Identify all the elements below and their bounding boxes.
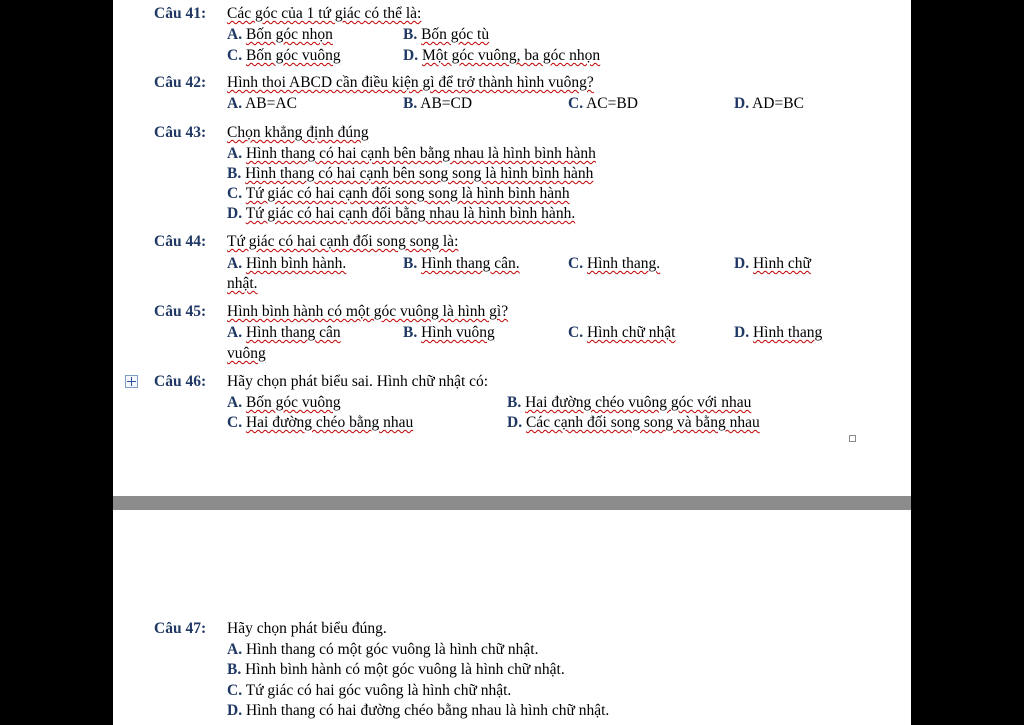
option-c: C. AC=BD bbox=[568, 95, 638, 112]
option-b: B. AB=CD bbox=[403, 95, 473, 112]
question-text: Tứ giác có hai cạnh đối song song là: bbox=[227, 233, 459, 250]
option-a: A. Bốn góc nhọn bbox=[227, 26, 333, 43]
table-end-marker bbox=[849, 435, 856, 442]
option-b: B. Hình thang cân. bbox=[403, 255, 520, 272]
option-c: C. Hình chữ nhật bbox=[568, 324, 676, 341]
option-a: A. Hình thang có hai cạnh bên bằng nhau là hình bình hành bbox=[227, 145, 596, 162]
question-label: Câu 46: bbox=[154, 373, 207, 390]
option-d: D. Các cạnh đối song song và bằng nhau bbox=[507, 414, 760, 431]
option-c: C. Bốn góc vuông bbox=[227, 47, 341, 64]
question-text: Hình bình hành có một góc vuông là hình gì? bbox=[227, 303, 509, 320]
document-page-1 bbox=[113, 0, 911, 496]
option-d: D. Hình thang bbox=[734, 324, 823, 341]
option-b: B. Hình bình hành có một góc vuông là hình chữ nhật. bbox=[227, 661, 565, 678]
question-label: Câu 45: bbox=[154, 303, 207, 320]
option-c: C. Tứ giác có hai góc vuông là hình chữ nhật. bbox=[227, 682, 512, 699]
option-c: C. Hình thang. bbox=[568, 255, 661, 272]
question-text: Hình thoi ABCD cần điều kiện gì để trở thành hình vuông? bbox=[227, 74, 594, 91]
option-c: C. Tứ giác có hai cạnh đối song song là hình bình hành bbox=[227, 185, 570, 202]
question-text: Các góc của 1 tứ giác có thể là: bbox=[227, 5, 422, 22]
option-d: D. Hình chữ bbox=[734, 255, 811, 272]
option-a: A. AB=AC bbox=[227, 95, 297, 112]
option-d-wrap: vuông bbox=[227, 345, 266, 362]
question-label: Câu 41: bbox=[154, 5, 207, 22]
table-move-handle-icon[interactable] bbox=[125, 375, 138, 388]
option-b: B. Hình vuông bbox=[403, 324, 495, 341]
option-a: A. Hình bình hành. bbox=[227, 255, 347, 272]
option-d: D. Một góc vuông, ba góc nhọn bbox=[403, 47, 601, 64]
option-b: B. Hai đường chéo vuông góc với nhau bbox=[507, 394, 752, 411]
option-d: D. Tứ giác có hai cạnh đối bằng nhau là hình bình hành. bbox=[227, 205, 576, 222]
question-text: Chọn khẳng định đúng bbox=[227, 124, 369, 141]
question-label: Câu 44: bbox=[154, 233, 207, 250]
document-page-2 bbox=[113, 510, 911, 725]
option-b: B. Bốn góc tù bbox=[403, 26, 490, 43]
option-a: A. Hình thang cân bbox=[227, 324, 341, 341]
option-d: D. Hình thang có hai đường chéo bằng nhau là hình chữ nhật. bbox=[227, 702, 610, 719]
option-a: A. Bốn góc vuông bbox=[227, 394, 341, 411]
option-b: B. Hình thang có hai cạnh bên song song là hình bình hành bbox=[227, 165, 594, 182]
option-d-wrap: nhật. bbox=[227, 275, 258, 292]
question-label: Câu 42: bbox=[154, 74, 207, 91]
question-text: Hãy chọn phát biểu đúng. bbox=[227, 620, 387, 637]
page-separator bbox=[113, 496, 911, 510]
option-d: D. AD=BC bbox=[734, 95, 804, 112]
question-label: Câu 47: bbox=[154, 620, 207, 637]
option-a: A. Hình thang có một góc vuông là hình chữ nhật. bbox=[227, 641, 539, 658]
option-c: C. Hai đường chéo bằng nhau bbox=[227, 414, 414, 431]
question-label: Câu 43: bbox=[154, 124, 207, 141]
question-text: Hãy chọn phát biểu sai. Hình chữ nhật có: bbox=[227, 373, 489, 390]
